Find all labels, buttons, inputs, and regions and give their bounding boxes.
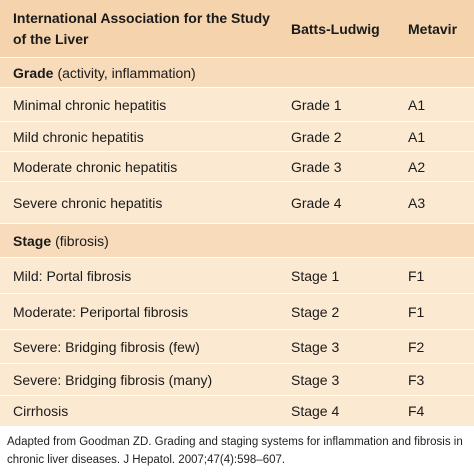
table-row <box>0 182 474 224</box>
metavir-cell: A1 <box>408 128 426 145</box>
table-row <box>0 330 474 364</box>
metavir-cell: F1 <box>408 267 425 284</box>
batts-cell: Stage 3 <box>291 371 340 388</box>
batts-cell: Grade 4 <box>291 194 342 211</box>
iasl-cell: Severe: Bridging fibrosis (many) <box>13 371 213 388</box>
iasl-cell: Mild: Portal fibrosis <box>13 267 132 284</box>
iasl-cell: Mild chronic hepatitis <box>13 128 144 145</box>
header-batts-ludwig: Batts-Ludwig <box>291 20 380 37</box>
table-row <box>0 122 474 152</box>
grade-section-note: (activity, inflammation) <box>57 64 196 81</box>
table-row <box>0 258 474 294</box>
iasl-cell: Minimal chronic hepatitis <box>13 96 167 113</box>
table-row <box>0 396 474 426</box>
table-header-row <box>0 0 474 58</box>
iasl-cell: Moderate: Periportal fibrosis <box>13 303 189 320</box>
batts-cell: Stage 1 <box>291 267 340 284</box>
grade-section-row <box>0 58 474 88</box>
header-metavir: Metavir <box>408 20 458 37</box>
metavir-cell: A3 <box>408 194 426 211</box>
metavir-cell: A1 <box>408 96 426 113</box>
metavir-cell: F4 <box>408 403 425 419</box>
iasl-cell: Moderate chronic hepatitis <box>13 158 178 175</box>
batts-cell: Stage 2 <box>291 303 340 320</box>
table-footnote: Adapted from Goodman ZD. Grading and staging systems for inflammation and fibrosis in chronic liver diseases. J Hepatol. 2007;47(4):598–607. <box>7 436 463 466</box>
batts-cell: Grade 1 <box>291 96 342 113</box>
iasl-cell: Cirrhosis <box>13 403 69 419</box>
header-iasl: International Association for the Study of the Liver <box>13 9 270 47</box>
batts-cell: Grade 3 <box>291 158 342 175</box>
metavir-cell: F2 <box>408 338 425 355</box>
batts-cell: Grade 2 <box>291 128 342 145</box>
stage-section-row <box>0 224 474 258</box>
table-row <box>0 294 474 330</box>
table-row <box>0 152 474 182</box>
batts-cell: Stage 4 <box>291 403 340 419</box>
stage-section-note: (fibrosis) <box>55 232 109 249</box>
batts-cell: Stage 3 <box>291 338 340 355</box>
metavir-cell: F1 <box>408 303 425 320</box>
metavir-cell: A2 <box>408 158 426 175</box>
table-row <box>0 88 474 122</box>
stage-section-title: Stage <box>13 232 52 249</box>
iasl-cell: Severe chronic hepatitis <box>13 194 163 211</box>
iasl-cell: Severe: Bridging fibrosis (few) <box>13 338 200 355</box>
metavir-cell: F3 <box>408 371 425 388</box>
grade-section-title: Grade <box>13 64 54 81</box>
table-row <box>0 364 474 396</box>
